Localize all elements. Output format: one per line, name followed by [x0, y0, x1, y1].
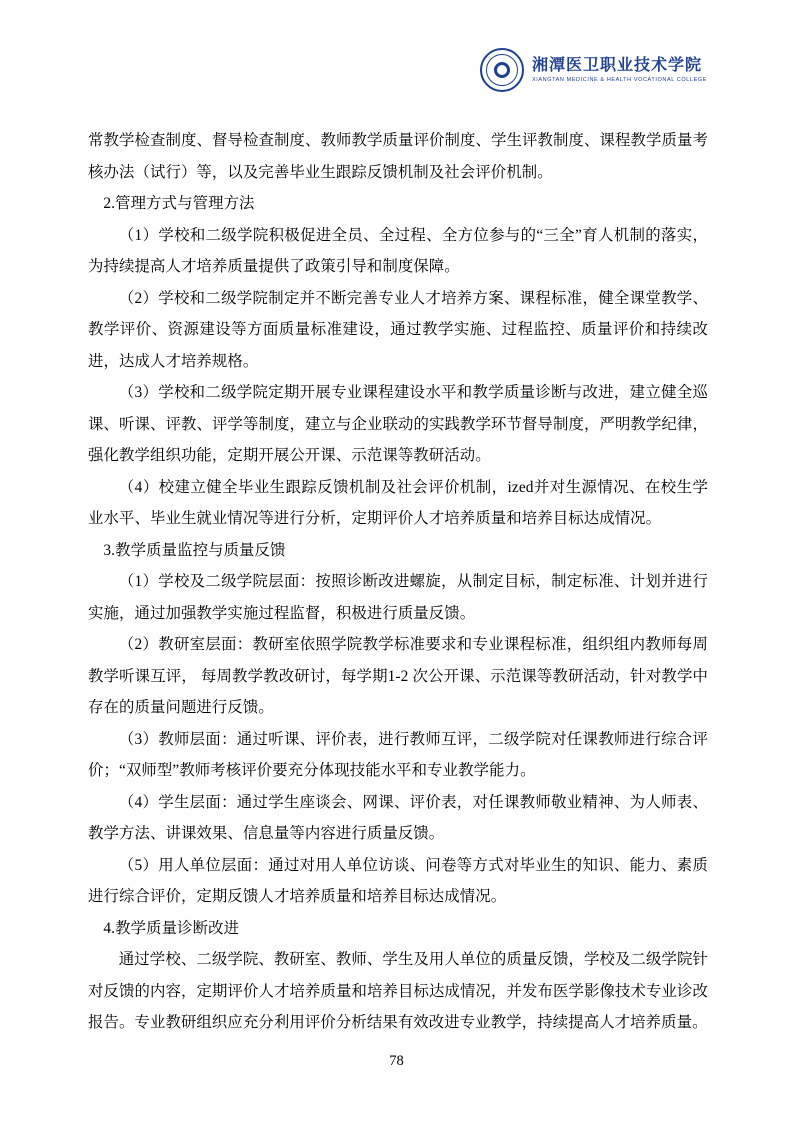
page-number: 78 — [389, 1053, 404, 1069]
paragraph-3-4: （4）学生层面：通过学生座谈会、网课、评价表，对任课教师敬业精神、为人师表、教学方法、讲课效果、信息量等内容进行质量反馈。 — [88, 793, 708, 842]
paragraph-continued: 常教学检查制度、督导检查制度、教师教学质量评价制度、学生评教制度、课程教学质量考核办法（试行）等，以及完善毕业生跟踪反馈机制及社会评价机制。 — [88, 132, 708, 181]
paragraph-2-2: （2）学校和二级学院制定并不断完善专业人才培养方案、课程标准，健全课堂教学、教学评价、资源建设等方面质量标准建设，通过教学实施、过程监控、质量评价和持续改进，达成人才培养规格。 — [88, 289, 708, 370]
paragraph-2-1: （1）学校和二级学院积极促进全员、全过程、全方位参与的“三全”育人机制的落实，为持续提高人才培养质量提供了政策引导和制度保障。 — [88, 226, 708, 275]
document-body — [88, 125, 708, 1039]
paragraph-heading-2: 2.管理方式与管理方法 — [103, 195, 255, 212]
page-footer — [0, 1053, 793, 1070]
university-seal-icon — [480, 48, 524, 92]
logo-chinese-name: 湘潭医卫职业技术学院 — [531, 56, 702, 74]
paragraph-4-1: 通过学校、二级学院、教研室、教师、学生及用人单位的质量反馈，学校及二级学院针对反馈的内容，定期评价人才培养质量和培养目标达成情况，并发布医学影像技术专业诊改报告。专业教研组织应充分利用评价分析结果有效改进专业教学，持续提高人才培养质量。 — [88, 951, 708, 1031]
college-logo — [480, 48, 707, 92]
paragraph-3-3: （3）教师层面：通过听课、评价表，进行教师互评，二级学院对任课教师进行综合评价；“双师型”教师考核评价要充分体现技能水平和专业教学能力。 — [88, 730, 708, 779]
logo-text-block — [532, 57, 707, 84]
paragraph-3-1: （1）学校及二级学院层面：按照诊断改进螺旋，从制定目标，制定标准、计划并进行实施，通过加强教学实施过程监督，积极进行质量反馈。 — [88, 573, 708, 622]
paragraph-2-3: （3）学校和二级学院定期开展专业课程建设水平和教学质量诊断与改进，建立健全巡课、听课、评教、评学等制度，建立与企业联动的实践教学环节督导制度，严明教学纪律，强化教学组织功能，定期开展公开课、示范课等教研活动。 — [88, 384, 708, 464]
paragraph-heading-3: 3.教学质量监控与质量反馈 — [103, 541, 286, 559]
paragraph-heading-4: 4.教学质量诊断改进 — [103, 919, 240, 937]
paragraph-3-2: （2）教研室层面：教研室依照学院教学标准要求和专业课程标准，组织组内教师每周教学听课互评， 每周教学教改研讨，每学期1-2 次公开课、示范课等教研活动，针对教学中存在的质量问题进行反馈。 — [88, 636, 708, 716]
page-header — [0, 48, 793, 110]
paragraph-3-5: （5）用人单位层面：通过对用人单位访谈、问卷等方式对毕业生的知识、能力、素质进行综合评价，定期反馈人才培养质量和培养目标达成情况。 — [88, 856, 708, 905]
logo-english-name: XIANGTAN MEDICINE & HEALTH VOCATIONAL COLLEGE — [531, 77, 707, 84]
paragraph-2-4: （4）校建立健全毕业生跟踪反馈机制及社会评价机制，ized并对生源情况、在校生学业水平、毕业生就业情况等进行分析，定期评价人才培养质量和培养目标达成情况。 — [88, 478, 708, 527]
